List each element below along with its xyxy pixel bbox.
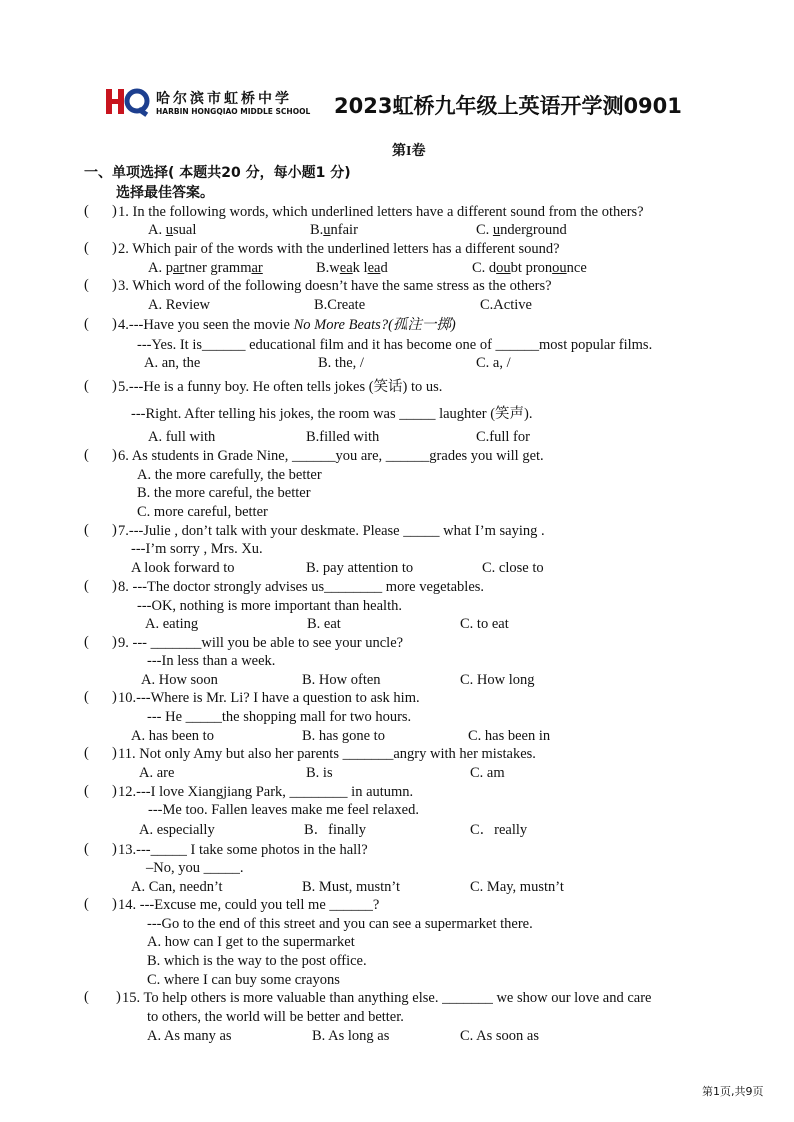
question-number: 13. [118, 842, 137, 858]
answer-blank-open-paren: ( [84, 578, 89, 594]
question-number: 12. [118, 784, 137, 800]
question-stem [118, 522, 545, 540]
question-line2: ---Me too. Fallen leaves make me feel relaxed. [148, 802, 419, 818]
answer-blank-open-paren: ( [84, 522, 89, 538]
question-line2: to others, the world will be better and better. [147, 1009, 404, 1025]
question-stem [118, 689, 420, 707]
answer-option[interactable]: A. has been to [131, 728, 214, 744]
answer-option[interactable] [310, 221, 358, 239]
question-stem [118, 896, 379, 914]
question-stem [118, 277, 552, 295]
question-line2: ---Go to the end of this street and you can see a supermarket there. [147, 916, 533, 932]
question-text: ---Where is Mr. Li? I have a question to ask him. [136, 690, 420, 706]
question-stem [118, 745, 536, 763]
answer-blank-open-paren: ( [84, 277, 89, 293]
question-text: --- _______will you be able to see your uncle? [132, 635, 404, 651]
option-text: nfair [330, 222, 358, 238]
underlined-letters: ar [172, 260, 185, 276]
answer-blank-close-paren: ) [112, 689, 117, 705]
answer-blank-close-paren: ) [112, 378, 117, 394]
question-text: Which word of the following doesn’t have the same stress as the others? [128, 278, 552, 294]
answer-blank-close-paren: ) [112, 447, 117, 463]
question-text: As students in Grade Nine, ______you are, ______grades you will get. [128, 448, 544, 464]
answer-blank-open-paren: ( [84, 783, 89, 799]
answer-blank-close-paren: ) [112, 522, 117, 538]
school-logo [104, 86, 152, 118]
answer-option[interactable] [472, 259, 587, 277]
question-line2: ---OK, nothing is more important than health. [137, 598, 402, 614]
answer-blank-open-paren: ( [84, 689, 89, 705]
option-text: C. [476, 222, 493, 238]
question-stem [118, 447, 544, 465]
answer-blank-close-paren: ) [112, 277, 117, 293]
option-text: C. d [472, 260, 497, 276]
underlined-letters: ou [552, 260, 567, 276]
answer-option[interactable]: B.Create [314, 297, 366, 313]
question-stem [118, 783, 413, 801]
answer-blank-close-paren: ) [116, 989, 121, 1005]
answer-blank-close-paren: ) [112, 783, 117, 799]
question-line2: –No, you _____. [146, 860, 244, 876]
question-number: 1. [118, 204, 129, 220]
question-number: 11. [118, 746, 136, 762]
answer-option[interactable]: B. eat [307, 616, 341, 632]
answer-option[interactable]: A. how can I get to the supermarket [147, 934, 355, 950]
answer-blank-close-paren: ) [112, 634, 117, 650]
question-stem [118, 240, 560, 258]
answer-option[interactable]: C.Active [480, 297, 532, 313]
answer-option[interactable]: C. As soon as [460, 1028, 539, 1044]
question-number: 2. [118, 241, 129, 257]
question-number: 7. [118, 523, 129, 539]
answer-blank-open-paren: ( [84, 378, 89, 394]
page-title: 2023虹桥九年级上英语开学测0901 [334, 94, 682, 118]
question-text: ---I love Xiangjiang Park, ________ in autumn. [136, 784, 414, 800]
question-number: 6. [118, 448, 129, 464]
answer-option[interactable] [148, 221, 196, 239]
answer-option[interactable]: A. How soon [141, 672, 218, 688]
answer-option[interactable]: B. is [306, 765, 333, 781]
question-number: 10. [118, 690, 137, 706]
option-text: nderground [500, 222, 567, 238]
answer-option[interactable]: A. eating [145, 616, 199, 632]
answer-blank-open-paren: ( [84, 447, 89, 463]
answer-option[interactable]: C．really [470, 822, 528, 838]
question-line2: ---In less than a week. [147, 653, 276, 669]
answer-option[interactable] [316, 259, 388, 277]
answer-blank-close-paren: ) [112, 896, 117, 912]
answer-blank-close-paren: ) [112, 203, 117, 219]
school-name-cn: 哈尔滨市虹桥中学 [156, 91, 292, 107]
answer-option[interactable]: A. full with [148, 429, 216, 445]
question-line2: ---Right. After telling his jokes, the room was _____ laughter (笑声). [131, 406, 533, 422]
option-text: B. [310, 222, 324, 238]
volume-title: 第I卷 [392, 144, 426, 159]
answer-option[interactable]: B. the more careful, the better [137, 485, 311, 501]
answer-blank-open-paren: ( [84, 745, 89, 761]
question-number: 8. [118, 579, 133, 595]
answer-blank-close-paren: ) [112, 578, 117, 594]
question-number: 5. [118, 379, 129, 395]
answer-blank-close-paren: ) [112, 240, 117, 256]
question-stem [118, 634, 403, 652]
answer-option[interactable]: B．finally [304, 822, 367, 838]
underlined-letters: ea [339, 260, 353, 276]
question-text: ---Julie , don’t talk with your deskmate. Please _____ what I’m saying . [128, 523, 545, 539]
answer-option[interactable] [148, 259, 263, 277]
answer-blank-open-paren: ( [84, 841, 89, 857]
answer-option[interactable]: B. the, / [318, 355, 364, 371]
answer-blank-open-paren: ( [84, 203, 89, 219]
option-text: A. [148, 222, 166, 238]
option-text: A. p [148, 260, 173, 276]
answer-option[interactable]: B. How often [302, 672, 381, 688]
answer-option[interactable]: B. Must, mustn’t [302, 879, 401, 895]
answer-option[interactable]: A. an, the [144, 355, 201, 371]
question-text: In the following words, which underlined letters have a different sound from the others? [128, 204, 644, 220]
question-number: 4. [118, 317, 129, 333]
question-number: 9. [118, 635, 133, 651]
question-line2: --- He _____the shopping mall for two hours. [147, 709, 412, 725]
underlined-letters: ea [367, 260, 381, 276]
question-text: ---Excuse me, could you tell me ______? [139, 897, 380, 913]
option-text: bt pron [510, 260, 553, 276]
answer-option[interactable]: B. which is the way to the post office. [147, 953, 367, 969]
question-text: To help others is more valuable than anything else. _______ we show our love and care [143, 990, 652, 1006]
answer-option[interactable]: B. has gone to [302, 728, 385, 744]
school-name-en: HARBIN HONGQIAO MIDDLE SCHOOL [156, 107, 311, 116]
hq-logo-icon [104, 86, 152, 118]
answer-blank-open-paren: ( [84, 316, 89, 332]
movie-title: No More Beats?(孤注一掷) [293, 317, 456, 333]
answer-option[interactable]: C. May, mustn’t [470, 879, 564, 895]
question-stem [118, 841, 368, 859]
answer-option[interactable]: B.filled with [306, 429, 380, 445]
answer-option[interactable]: A. especially [139, 822, 215, 838]
page-footer: 第1页,共9页 [702, 1085, 764, 1098]
answer-blank-open-paren: ( [84, 896, 89, 912]
option-text: tner gramm [184, 260, 252, 276]
answer-blank-close-paren: ) [112, 316, 117, 332]
answer-blank-open-paren: ( [84, 989, 89, 1005]
option-text: sual [172, 222, 197, 238]
answer-option[interactable]: C. has been in [468, 728, 551, 744]
question-stem [118, 203, 644, 221]
question-number: 3. [118, 278, 129, 294]
option-text: k l [352, 260, 368, 276]
question-text: ---_____ I take some photos in the hall? [136, 842, 368, 858]
question-number: 14. [118, 897, 140, 913]
answer-option[interactable]: C. close to [482, 560, 544, 576]
answer-blank-open-paren: ( [84, 634, 89, 650]
underlined-letters: ar [251, 260, 263, 276]
answer-option[interactable]: C. a, / [476, 355, 511, 371]
question-text: Which pair of the words with the underlined letters has a different sound? [128, 241, 560, 257]
question-text: ---He is a funny boy. He often tells jokes (笑话) to us. [128, 379, 443, 395]
question-text: ---Have you seen the movie [128, 317, 294, 333]
question-line2: ---Yes. It is______ educational film and it has become one of ______most popular films. [137, 337, 653, 353]
answer-blank-open-paren: ( [84, 240, 89, 256]
question-stem [122, 989, 651, 1007]
answer-option[interactable]: C.full for [476, 429, 530, 445]
answer-option[interactable]: C. more careful, better [137, 504, 268, 520]
option-text: B.w [316, 260, 340, 276]
underlined-letters: ou [496, 260, 511, 276]
question-line2: ---I’m sorry , Mrs. Xu. [131, 541, 263, 557]
answer-option[interactable]: B. As long as [312, 1028, 390, 1044]
answer-option[interactable]: A look forward to [131, 560, 235, 576]
answer-option[interactable]: A. the more carefully, the better [137, 467, 322, 483]
answer-option[interactable]: A. Can, needn’t [131, 879, 223, 895]
answer-option[interactable]: A. Review [148, 297, 211, 313]
section-instruction: 选择最佳答案。 [116, 185, 214, 201]
underlined-letters: u [165, 222, 173, 238]
question-stem [118, 378, 442, 396]
answer-option[interactable] [476, 221, 567, 239]
answer-option[interactable]: C. am [470, 765, 505, 781]
question-text: Not only Amy but also her parents _______angry with her mistakes. [135, 746, 536, 762]
answer-blank-close-paren: ) [112, 841, 117, 857]
question-text: ---The doctor strongly advises us________ more vegetables. [132, 579, 485, 595]
answer-blank-close-paren: ) [112, 745, 117, 761]
answer-option[interactable]: C. where I can buy some crayons [147, 972, 340, 988]
answer-option[interactable]: C. to eat [460, 616, 509, 632]
option-text: d [380, 260, 388, 276]
section-title: 一、单项选择( 本题共20 分，每小题1 分) [84, 165, 351, 181]
option-text: nce [566, 260, 587, 276]
underlined-letters: u [492, 222, 501, 238]
answer-option[interactable]: A. As many as [147, 1028, 232, 1044]
underlined-letters: u [323, 222, 331, 238]
answer-option[interactable]: C. How long [460, 672, 535, 688]
answer-option[interactable]: B. pay attention to [306, 560, 414, 576]
question-stem [118, 578, 484, 596]
answer-option[interactable]: A. are [139, 765, 175, 781]
question-stem [118, 316, 456, 334]
question-number: 15. [122, 990, 144, 1006]
